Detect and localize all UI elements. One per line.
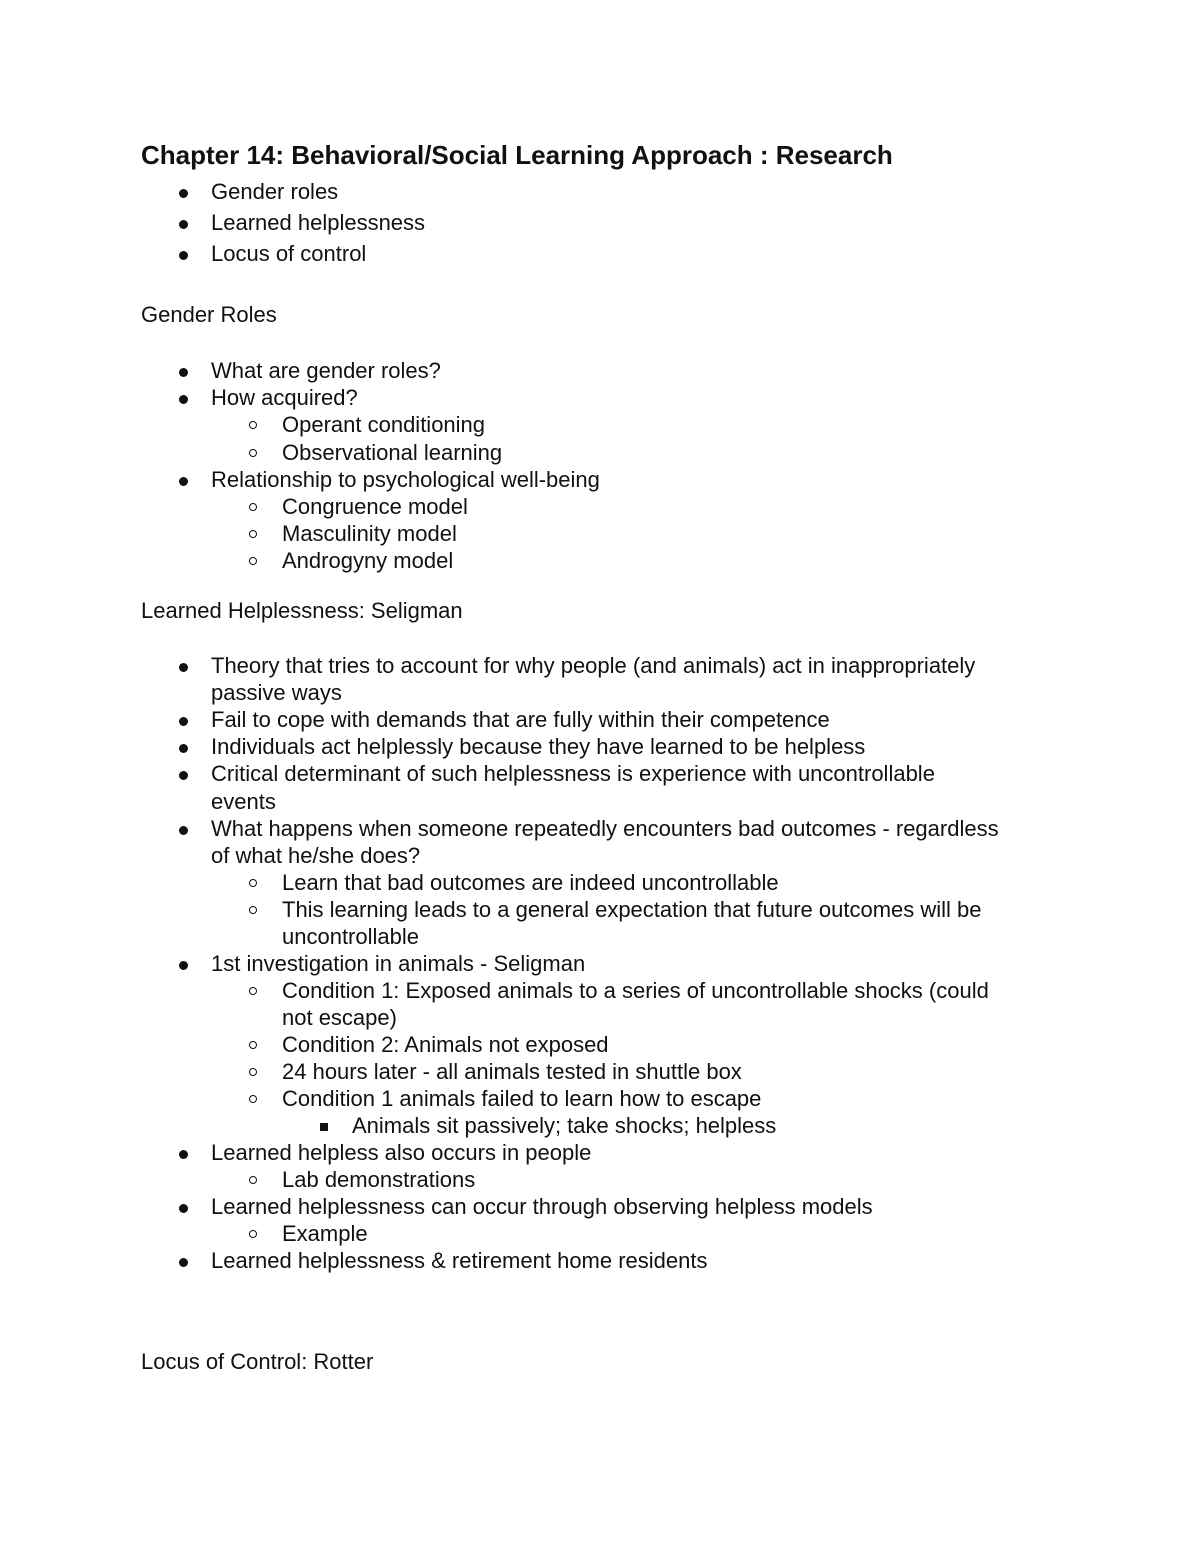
hollow-bullet-icon: [249, 449, 257, 457]
hollow-bullet-icon: [249, 557, 257, 565]
bullet-icon: [179, 744, 188, 753]
hollow-bullet-icon: [249, 987, 257, 995]
bullet-icon: [179, 663, 188, 672]
bullet-icon: [179, 220, 188, 229]
bullet-icon: [179, 395, 188, 404]
bullet-icon: [179, 477, 188, 486]
document-page: Chapter 14: Behavioral/Social Learning Approach : Research Gender roles Learned helplessness Locus of control Gender Roles What are gender roles? How acquired? Operant conditioning Observational learning Relationship to psychological well-being Congruence model Masculinity model Androgyny model Learned Helplessness: Seligman Theory that tries to account for why people (and animals) act in inappropriately passive ways Fail to cope with demands that are fully within their competence Individuals act helplessly because they have learned to be helpless Critical determinant of such helplessness is experience with uncontrollable events What happens when someone repeatedly encounters bad outcomes - regardless of what he/she does? Learn that bad outcomes are indeed uncontrollable This learning leads to a general expectation that future outcomes will be uncontrollable 1st investigation in animals - Seligman Condition 1: Exposed animals to a series of uncontrollable shocks (could not escape) Condition 2: Animals not exposed 24 hours later - all animals tested in shuttle box Condition 1 animals failed to learn how to escape Animals sit passively; take shocks; helpless Learned helpless also occurs in people Lab demonstrations Learned helplessness can occur through observing helpless models Example Learned helplessness & retirement home residents Locus of Control: Rotter: [141, 140, 999, 1374]
bullet-icon: [179, 771, 188, 780]
bullet-icon: [179, 251, 188, 260]
hollow-bullet-icon: [249, 421, 257, 429]
bullet-icon: [179, 1258, 188, 1267]
square-bullet-icon: [320, 1123, 328, 1131]
section-heading-gender-roles: Gender Roles: [141, 302, 277, 327]
hollow-bullet-icon: [249, 1095, 257, 1103]
bullet-icon: [179, 826, 188, 835]
bullet-icon: [179, 368, 188, 377]
section-heading-learned-helplessness: Learned Helplessness: Seligman: [141, 598, 463, 623]
bullet-icon: [179, 1204, 188, 1213]
hollow-bullet-icon: [249, 1230, 257, 1238]
bullet-icon: [179, 1150, 188, 1159]
bullet-icon: [179, 961, 188, 970]
hollow-bullet-icon: [249, 1041, 257, 1049]
hollow-bullet-icon: [249, 530, 257, 538]
section-heading-locus-of-control: Locus of Control: Rotter: [141, 1349, 374, 1374]
bullet-icon: [179, 189, 188, 198]
bullet-icon: [179, 717, 188, 726]
hollow-bullet-icon: [249, 879, 257, 887]
hollow-bullet-icon: [249, 503, 257, 511]
page-title: Chapter 14: Behavioral/Social Learning Approach : Research: [141, 140, 893, 170]
hollow-bullet-icon: [249, 906, 257, 914]
hollow-bullet-icon: [249, 1176, 257, 1184]
hollow-bullet-icon: [249, 1068, 257, 1076]
